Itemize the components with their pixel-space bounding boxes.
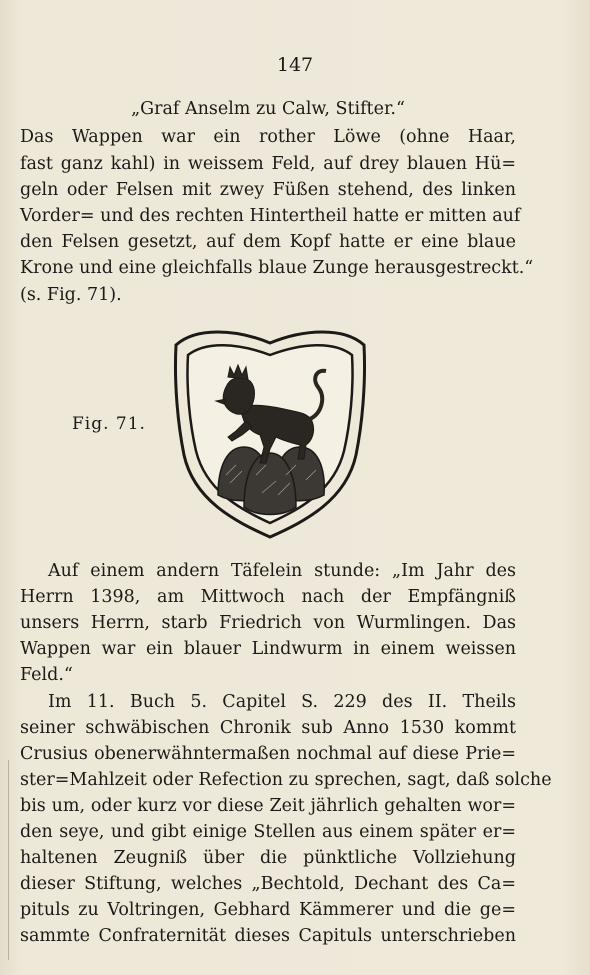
text-line: unsers Herrn, starb Friedrich von Wurmlingen. Das <box>20 613 516 633</box>
text-line: „Graf Anselm zu Calw, Stifter.“ <box>131 99 405 119</box>
text-line: haltenen Zeugniß über die pünktliche Vollziehung <box>20 848 516 868</box>
text-line: (s. Fig. 71). <box>20 285 122 305</box>
text-line: pituls zu Voltringen, Gebhard Kämmerer und die ge= <box>20 900 516 920</box>
text-line: ster=Mahlzeit oder Refection zu sprechen, sagt, daß solche <box>20 770 552 790</box>
coat-of-arms-figure <box>166 325 374 540</box>
text-line: Crusius obenerwähntermaßen nochmal auf diese Prie= <box>20 744 516 764</box>
text-line: dieser Stiftung, welches „Bechtold, Dechant des Ca= <box>20 874 516 894</box>
text-line: Das Wappen war ein rother Löwe (ohne Haar, <box>20 127 516 147</box>
margin-rule <box>8 760 9 960</box>
text-line: seiner schwäbischen Chronik sub Anno 1530 kommt <box>20 718 516 738</box>
text-line: Vorder= und des rechten Hintertheil hatte er mitten auf <box>20 206 521 226</box>
text-line: den Felsen gesetzt, auf dem Kopf hatte er eine blaue <box>20 232 516 252</box>
text-line: den seye, und gibt einige Stellen aus einem später er= <box>20 822 516 842</box>
text-line: Im 11. Buch 5. Capitel S. 229 des II. Theils <box>48 692 516 712</box>
text-line: Wappen war ein blauer Lindwurm in einem weissen <box>20 639 516 659</box>
text-line: bis um, oder kurz vor diese Zeit jährlich gehalten wor= <box>20 796 516 816</box>
text-line: fast ganz kahl) in weissem Feld, auf drey blauen Hü= <box>20 154 516 174</box>
figure-label: Fig. 71. <box>72 414 146 434</box>
text-line: Krone und eine gleichfalls blaue Zunge herausgestreckt.“ <box>20 258 534 278</box>
text-line: sammte Confraternität dieses Capituls unterschrieben <box>20 926 516 946</box>
text-line: Feld.“ <box>20 665 73 685</box>
page-number: 147 <box>276 54 314 76</box>
text-line: Auf einem andern Täfelein stunde: „Im Jahr des <box>48 561 516 581</box>
text-line: Herrn 1398, am Mittwoch nach der Empfängniß <box>20 587 516 607</box>
text-line: geln oder Felsen mit zwey Füßen stehend, des linken <box>20 180 516 200</box>
